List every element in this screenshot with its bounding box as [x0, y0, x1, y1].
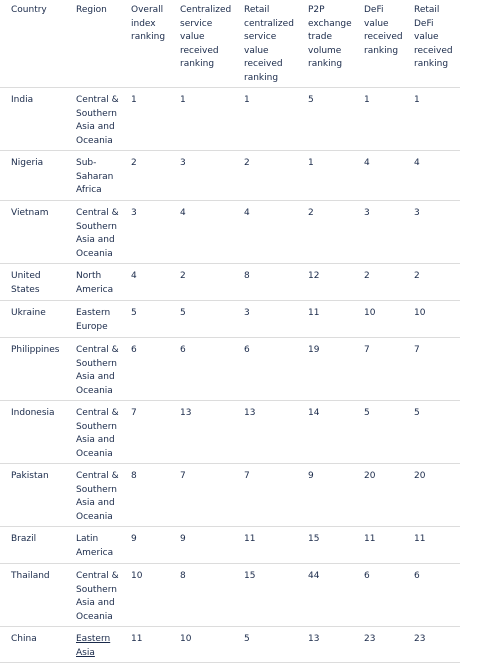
cell-centralized-service-ranking: 4	[180, 208, 186, 218]
cell-overall-index-ranking: 5	[131, 308, 137, 318]
cell-overall-index-ranking: 6	[131, 345, 137, 355]
cell-country: Ukraine	[11, 308, 46, 318]
cell-centralized-service-ranking: 9	[180, 534, 186, 544]
cell-overall-index-ranking: 8	[131, 471, 137, 481]
cell-p2p-volume-ranking: 44	[308, 571, 320, 581]
header-defi-value-ranking: DeFi value received ranking	[364, 5, 403, 56]
cell-overall-index-ranking: 2	[131, 158, 137, 168]
cell-overall-index-ranking: 3	[131, 208, 137, 218]
table-row	[0, 300, 460, 338]
cell-retail-centralized-ranking: 13	[244, 408, 256, 418]
cell-retail-defi-ranking: 11	[414, 534, 426, 544]
cell-retail-defi-ranking: 23	[414, 634, 426, 644]
cell-retail-centralized-ranking: 6	[244, 345, 250, 355]
cell-defi-value-ranking: 6	[364, 571, 370, 581]
table-bottom-divider	[0, 662, 460, 663]
cell-region: Central & Southern Asia and Oceania	[76, 208, 119, 259]
cell-retail-centralized-ranking: 2	[244, 158, 250, 168]
cell-centralized-service-ranking: 5	[180, 308, 186, 318]
table-row	[0, 626, 460, 663]
cell-overall-index-ranking: 9	[131, 534, 137, 544]
cell-country: Indonesia	[11, 408, 55, 418]
cell-retail-centralized-ranking: 1	[244, 95, 250, 105]
cell-defi-value-ranking: 4	[364, 158, 370, 168]
cell-p2p-volume-ranking: 14	[308, 408, 320, 418]
cell-retail-centralized-ranking: 15	[244, 571, 256, 581]
cell-country: Thailand	[11, 571, 50, 581]
cell-p2p-volume-ranking: 2	[308, 208, 314, 218]
cell-centralized-service-ranking: 8	[180, 571, 186, 581]
header-retail-defi-ranking: Retail DeFi value received ranking	[414, 5, 453, 69]
cell-country: India	[11, 95, 34, 105]
cell-retail-centralized-ranking: 4	[244, 208, 250, 218]
table-row	[0, 87, 460, 151]
cell-centralized-service-ranking: 3	[180, 158, 186, 168]
cell-defi-value-ranking: 5	[364, 408, 370, 418]
table-row	[0, 263, 460, 301]
table-row	[0, 563, 460, 627]
cell-centralized-service-ranking: 6	[180, 345, 186, 355]
cell-defi-value-ranking: 23	[364, 634, 376, 644]
cell-country: United States	[11, 271, 41, 295]
table-row	[0, 400, 460, 464]
cell-overall-index-ranking: 7	[131, 408, 137, 418]
cell-p2p-volume-ranking: 15	[308, 534, 320, 544]
cell-region: North America	[76, 271, 114, 295]
table-row	[0, 200, 460, 264]
cell-country: Brazil	[11, 534, 37, 544]
cell-centralized-service-ranking: 2	[180, 271, 186, 281]
cell-region: Latin America	[76, 534, 114, 558]
cell-retail-defi-ranking: 6	[414, 571, 420, 581]
cell-p2p-volume-ranking: 5	[308, 95, 314, 105]
cell-region: Sub- Saharan Africa	[76, 158, 114, 195]
header-retail-centralized-ranking: Retail centralized service value received ranking	[244, 5, 294, 83]
cell-retail-defi-ranking: 5	[414, 408, 420, 418]
cell-region: Central & Southern Asia and Oceania	[76, 95, 119, 146]
cell-retail-defi-ranking: 7	[414, 345, 420, 355]
cell-retail-centralized-ranking: 8	[244, 271, 250, 281]
cell-country: Philippines	[11, 345, 60, 355]
cell-country: Vietnam	[11, 208, 49, 218]
cell-country: China	[11, 634, 37, 644]
cell-retail-defi-ranking: 20	[414, 471, 426, 481]
cell-overall-index-ranking: 4	[131, 271, 137, 281]
table-row	[0, 337, 460, 401]
cell-retail-defi-ranking: 1	[414, 95, 420, 105]
cell-p2p-volume-ranking: 11	[308, 308, 320, 318]
cell-defi-value-ranking: 11	[364, 534, 376, 544]
header-region: Region	[76, 5, 107, 15]
cell-region: Central & Southern Asia and Oceania	[76, 408, 119, 459]
header-country: Country	[11, 5, 47, 15]
cell-region: Central & Southern Asia and Oceania	[76, 571, 119, 622]
cell-centralized-service-ranking: 13	[180, 408, 192, 418]
cell-country: Nigeria	[11, 158, 44, 168]
cell-retail-centralized-ranking: 5	[244, 634, 250, 644]
cell-defi-value-ranking: 1	[364, 95, 370, 105]
table-header-row	[0, 0, 460, 85]
cell-retail-defi-ranking: 2	[414, 271, 420, 281]
cell-overall-index-ranking: 10	[131, 571, 143, 581]
cell-region-link[interactable]: Eastern Asia	[76, 634, 111, 658]
cell-retail-centralized-ranking: 3	[244, 308, 250, 318]
cell-p2p-volume-ranking: 1	[308, 158, 314, 168]
cell-retail-defi-ranking: 3	[414, 208, 420, 218]
cell-p2p-volume-ranking: 19	[308, 345, 320, 355]
table-row	[0, 526, 460, 564]
table-row	[0, 150, 460, 201]
cell-overall-index-ranking: 1	[131, 95, 137, 105]
cell-centralized-service-ranking: 10	[180, 634, 192, 644]
cell-region: Central & Southern Asia and Oceania	[76, 471, 119, 522]
cell-retail-centralized-ranking: 7	[244, 471, 250, 481]
header-centralized-service-ranking: Centralized service value received ranking	[180, 5, 232, 69]
cell-overall-index-ranking: 11	[131, 634, 143, 644]
cell-region: Central & Southern Asia and Oceania	[76, 345, 119, 396]
cell-p2p-volume-ranking: 12	[308, 271, 320, 281]
cell-retail-defi-ranking: 4	[414, 158, 420, 168]
cell-defi-value-ranking: 3	[364, 208, 370, 218]
table-row	[0, 463, 460, 527]
cell-centralized-service-ranking: 7	[180, 471, 186, 481]
cell-centralized-service-ranking: 1	[180, 95, 186, 105]
cell-p2p-volume-ranking: 9	[308, 471, 314, 481]
header-p2p-volume-ranking: P2P exchange trade volume ranking	[308, 5, 352, 69]
cell-defi-value-ranking: 7	[364, 345, 370, 355]
cell-p2p-volume-ranking: 13	[308, 634, 320, 644]
cell-country: Pakistan	[11, 471, 49, 481]
cell-defi-value-ranking: 10	[364, 308, 376, 318]
header-overall-index-ranking: Overall index ranking	[131, 5, 166, 42]
cell-retail-centralized-ranking: 11	[244, 534, 256, 544]
cell-defi-value-ranking: 20	[364, 471, 376, 481]
cell-region: Eastern Europe	[76, 308, 111, 332]
cell-defi-value-ranking: 2	[364, 271, 370, 281]
cell-retail-defi-ranking: 10	[414, 308, 426, 318]
